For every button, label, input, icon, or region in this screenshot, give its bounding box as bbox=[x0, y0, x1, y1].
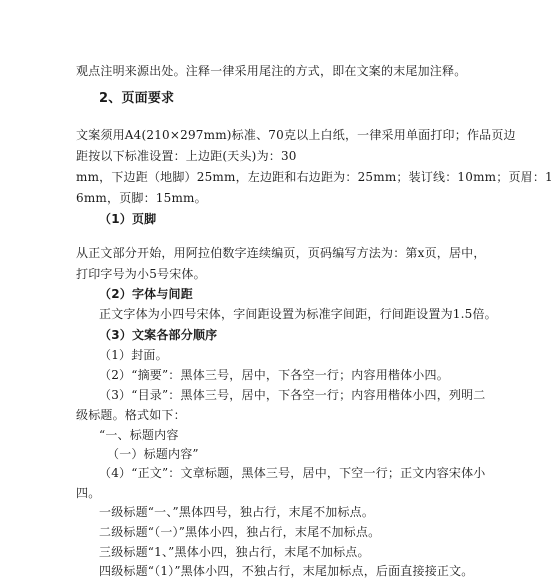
rule-level-2: 二级标题“（一）”黑体小四，独占行，末尾不加标点。 bbox=[99, 525, 381, 539]
list-item-abstract: （2）“摘要”：黑体三号，居中，下各空一行；内容用楷体小四。 bbox=[99, 368, 449, 382]
list-item-body: （4）“正文”：文章标题，黑体三号，居中，下空一行；正文内容宋体小 bbox=[99, 466, 486, 480]
body-line-paper: 文案须用A4(210×297mm)标准、70克以上白纸，一律采用单面打印；作品页边 bbox=[76, 128, 516, 142]
list-item-toc: （3）“目录”：黑体三号，居中，下各空一行；内容用楷体小四，列明二 bbox=[99, 388, 486, 402]
list-item-toc-cont: 级标题。格式如下： bbox=[76, 408, 186, 422]
example-heading-1: “一、标题内容 bbox=[99, 428, 179, 442]
rule-level-3: 三级标题“1、”黑体小四，独占行，末尾不加标点。 bbox=[99, 545, 370, 559]
body-line-footer-size: 6mm，页脚：15mm。 bbox=[76, 191, 207, 205]
body-line-pagination: 从正文部分开始，用阿拉伯数字连续编页，页码编写方法为：第x页，居中， bbox=[76, 246, 486, 260]
body-line-margins: 距按以下标准设置：上边距(天头)为：30 bbox=[76, 149, 297, 163]
subheading-section-order: （3）文案各部分顺序 bbox=[99, 328, 218, 342]
body-line-font-size: 打印字号为小5号宋体。 bbox=[76, 267, 206, 281]
subheading-font-spacing: （2）字体与间距 bbox=[99, 287, 193, 301]
list-item-cover: （1）封面。 bbox=[99, 348, 168, 362]
subheading-footer: （1）页脚 bbox=[99, 212, 157, 226]
body-line-margins-cont: mm，下边距（地脚）25mm，左边距和右边距为：25mm；装订线：10mm；页眉：1 bbox=[76, 170, 553, 184]
rule-level-4: 四级标题“（1）”黑体小四，不独占行，末尾加标点，后面直接接正文。 bbox=[99, 564, 474, 578]
body-line-notes: 观点注明来源出处。注释一律采用尾注的方式，即在文案的末尾加注释。 bbox=[76, 64, 467, 78]
list-item-body-cont: 四。 bbox=[76, 486, 101, 500]
section-heading-page-requirements: 2、页面要求 bbox=[99, 91, 175, 106]
example-heading-2: （一）标题内容” bbox=[107, 447, 199, 461]
body-line-font-spec: 正文字体为小四号宋体，字间距设置为标准字间距，行间距设置为1.5倍。 bbox=[99, 307, 497, 321]
rule-level-1: 一级标题“一、”黑体四号，独占行，末尾不加标点。 bbox=[99, 505, 375, 519]
